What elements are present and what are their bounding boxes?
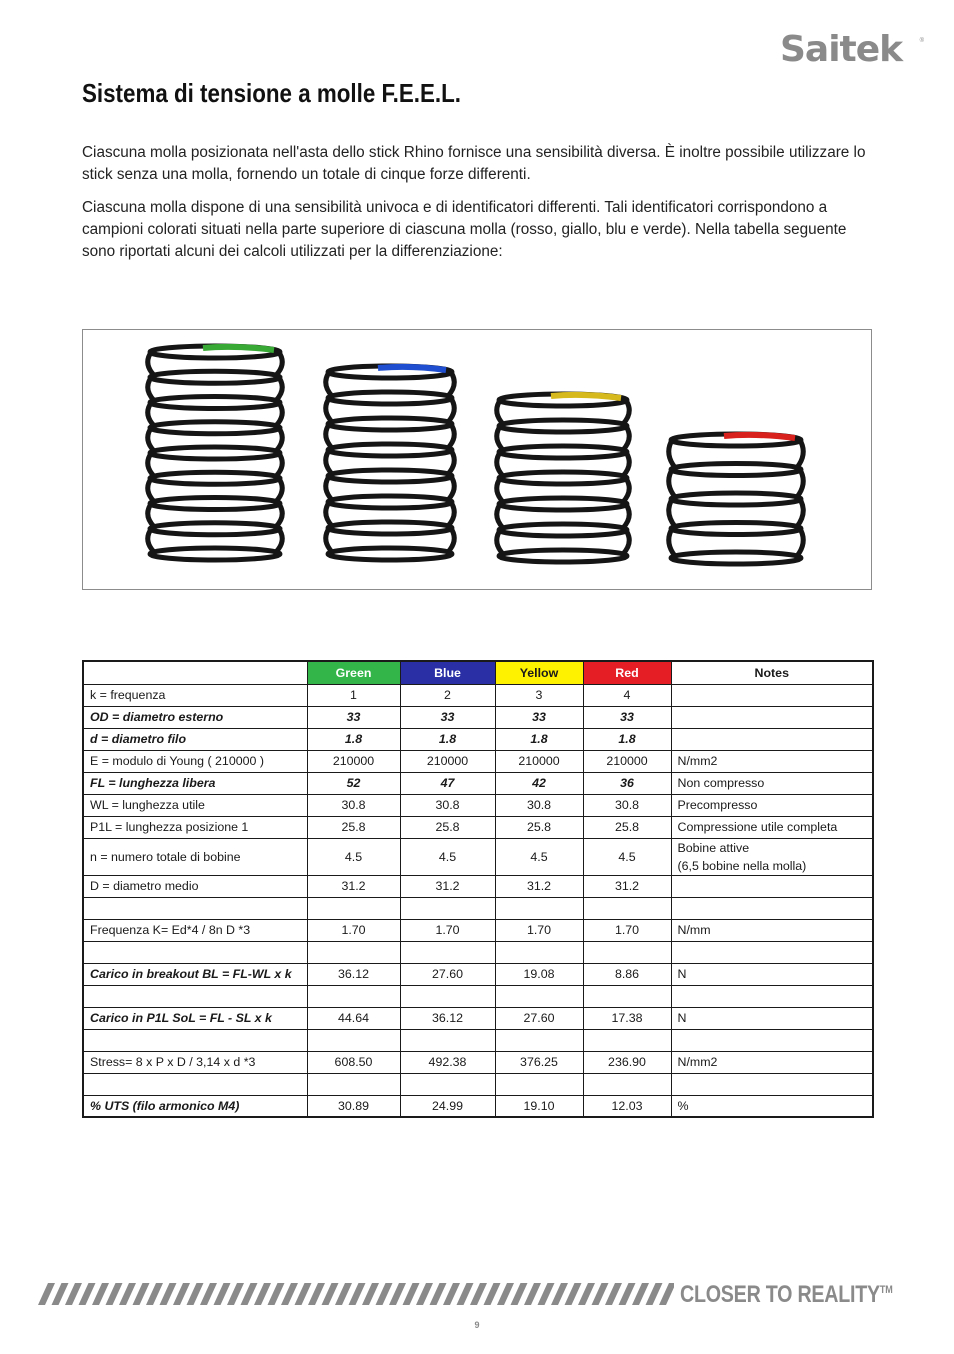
value-cell-blue: 24.99	[400, 1095, 495, 1117]
note-cell	[671, 1029, 873, 1051]
row-label: E = modulo di Young ( 210000 )	[83, 750, 307, 772]
row-label: FL = lunghezza libera	[83, 772, 307, 794]
color-mark-blue	[378, 367, 446, 370]
value-cell-green	[307, 985, 400, 1007]
value-cell-blue: 492.38	[400, 1051, 495, 1073]
row-label: P1L = lunghezza posizione 1	[83, 816, 307, 838]
row-label: % UTS (filo armonico M4)	[83, 1095, 307, 1117]
value-cell-green: 608.50	[307, 1051, 400, 1073]
value-cell-red: 33	[583, 706, 671, 728]
row-label: n = numero totale di bobine	[83, 838, 307, 875]
value-cell-yellow: 210000	[495, 750, 583, 772]
spring-blue	[326, 366, 455, 560]
note-cell: N/mm2	[671, 750, 873, 772]
note-cell: N/mm	[671, 919, 873, 941]
color-mark-yellow	[551, 395, 621, 398]
table-row	[83, 816, 873, 838]
saitek-logo	[780, 30, 924, 70]
row-label: d = diametro filo	[83, 728, 307, 750]
value-cell-yellow	[495, 1073, 583, 1095]
value-cell-red: 36	[583, 772, 671, 794]
value-cell-yellow: 1.8	[495, 728, 583, 750]
value-cell-yellow: 33	[495, 706, 583, 728]
value-cell-yellow: 30.8	[495, 794, 583, 816]
value-cell-yellow: 31.2	[495, 875, 583, 897]
value-cell-blue: 27.60	[400, 963, 495, 985]
note-cell	[671, 985, 873, 1007]
row-label	[83, 1073, 307, 1095]
value-cell-red	[583, 985, 671, 1007]
page-title: Sistema di tensione a molle F.E.E.L.	[82, 78, 461, 108]
value-cell-yellow	[495, 985, 583, 1007]
table-row	[83, 794, 873, 816]
value-cell-red	[583, 897, 671, 919]
value-cell-yellow: 42	[495, 772, 583, 794]
note-cell: %	[671, 1095, 873, 1117]
registered-mark: ®	[919, 38, 924, 44]
row-label: k = frequenza	[83, 684, 307, 706]
value-cell-green: 210000	[307, 750, 400, 772]
row-label	[83, 897, 307, 919]
value-cell-green: 44.64	[307, 1007, 400, 1029]
value-cell-red	[583, 1029, 671, 1051]
footer-tagline	[680, 1281, 892, 1309]
value-cell-green: 1	[307, 684, 400, 706]
table-row	[83, 750, 873, 772]
value-cell-blue: 33	[400, 706, 495, 728]
table-row	[83, 1007, 873, 1029]
row-label: WL = lunghezza utile	[83, 794, 307, 816]
note-cell	[671, 1073, 873, 1095]
value-cell-red: 31.2	[583, 875, 671, 897]
table-row	[83, 1029, 873, 1051]
column-header-notes: Notes	[671, 661, 873, 684]
brand-name: Saitek	[780, 29, 903, 70]
column-header-red: Red	[583, 661, 671, 684]
value-cell-red: 30.8	[583, 794, 671, 816]
springs-photo	[82, 329, 872, 590]
row-label: D = diametro medio	[83, 875, 307, 897]
trademark-mark: TM	[879, 1284, 893, 1296]
spring-specs-table	[82, 660, 874, 1118]
table-header-row	[83, 661, 873, 684]
note-cell: N	[671, 1007, 873, 1029]
row-label	[83, 1029, 307, 1051]
page-number: 9	[474, 1320, 480, 1330]
value-cell-red	[583, 941, 671, 963]
note-cell	[671, 838, 873, 875]
value-cell-green: 4.5	[307, 838, 400, 875]
value-cell-blue: 1.8	[400, 728, 495, 750]
note-cell: N/mm2	[671, 1051, 873, 1073]
value-cell-blue: 31.2	[400, 875, 495, 897]
description-paragraph: Ciascuna molla dispone di una sensibilità univoca e di identificatori differenti. Tali identificatori corrispondono a campioni colorati situati nella parte superiore di ciascuna molla (rosso, giallo, blu e verde). Nella tabella seguente sono riportati alcuni dei calcoli utilizzati per la differenziazione:	[82, 199, 847, 260]
table-row	[83, 919, 873, 941]
value-cell-green: 52	[307, 772, 400, 794]
value-cell-blue: 36.12	[400, 1007, 495, 1029]
table-row	[83, 875, 873, 897]
value-cell-green: 36.12	[307, 963, 400, 985]
value-cell-red: 1.70	[583, 919, 671, 941]
value-cell-yellow: 376.25	[495, 1051, 583, 1073]
row-label: OD = diametro esterno	[83, 706, 307, 728]
table-corner-cell	[83, 661, 307, 684]
row-label: Carico in P1L SoL = FL - SL x k	[83, 1007, 307, 1029]
table-row	[83, 838, 873, 875]
value-cell-blue	[400, 941, 495, 963]
value-cell-yellow: 27.60	[495, 1007, 583, 1029]
value-cell-red: 4.5	[583, 838, 671, 875]
value-cell-blue	[400, 1029, 495, 1051]
table-row	[83, 1051, 873, 1073]
note-cell: Compressione utile completa	[671, 816, 873, 838]
value-cell-yellow	[495, 941, 583, 963]
note-cell	[671, 706, 873, 728]
value-cell-blue: 47	[400, 772, 495, 794]
note-cell: Precompresso	[671, 794, 873, 816]
table-row	[83, 684, 873, 706]
value-cell-green: 31.2	[307, 875, 400, 897]
column-header-yellow: Yellow	[495, 661, 583, 684]
value-cell-yellow: 19.10	[495, 1095, 583, 1117]
note-cell	[671, 728, 873, 750]
spring-green	[148, 346, 283, 560]
value-cell-red: 236.90	[583, 1051, 671, 1073]
value-cell-red	[583, 1073, 671, 1095]
value-cell-red: 1.8	[583, 728, 671, 750]
note-cell	[671, 875, 873, 897]
footer-stripes	[38, 1283, 674, 1305]
value-cell-blue: 30.8	[400, 794, 495, 816]
value-cell-blue: 25.8	[400, 816, 495, 838]
value-cell-blue: 4.5	[400, 838, 495, 875]
value-cell-yellow	[495, 897, 583, 919]
row-label: Carico in breakout BL = FL-WL x k	[83, 963, 307, 985]
table-row	[83, 941, 873, 963]
value-cell-red: 4	[583, 684, 671, 706]
tagline-text: CLOSER TO REALITY	[680, 1281, 880, 1308]
value-cell-green	[307, 941, 400, 963]
value-cell-blue: 2	[400, 684, 495, 706]
color-mark-red	[724, 435, 795, 438]
value-cell-blue	[400, 1073, 495, 1095]
value-cell-blue: 210000	[400, 750, 495, 772]
table-row	[83, 772, 873, 794]
intro-paragraph: Ciascuna molla posizionata nell'asta dello stick Rhino fornisce una sensibilità diversa. È inoltre possibile utilizzare lo stick senza una molla, fornendo un totale di cinque forze differenti.	[82, 144, 866, 183]
table-row	[83, 985, 873, 1007]
value-cell-yellow: 1.70	[495, 919, 583, 941]
note-cell	[671, 684, 873, 706]
value-cell-green: 1.8	[307, 728, 400, 750]
row-label: Frequenza K= Ed*4 / 8n D *3	[83, 919, 307, 941]
note-line-1: Bobine attive	[677, 840, 750, 855]
color-mark-green	[203, 347, 274, 350]
value-cell-blue	[400, 985, 495, 1007]
note-line-2: (6,5 bobine nella molla)	[677, 858, 807, 873]
table-row	[83, 1095, 873, 1117]
value-cell-red: 25.8	[583, 816, 671, 838]
value-cell-green: 25.8	[307, 816, 400, 838]
note-cell	[671, 941, 873, 963]
column-header-blue: Blue	[400, 661, 495, 684]
spring-red	[669, 434, 804, 564]
value-cell-green	[307, 897, 400, 919]
value-cell-green: 30.89	[307, 1095, 400, 1117]
note-cell: N	[671, 963, 873, 985]
value-cell-green: 33	[307, 706, 400, 728]
spring-yellow	[497, 394, 630, 562]
value-cell-green	[307, 1073, 400, 1095]
table-row	[83, 963, 873, 985]
value-cell-red: 12.03	[583, 1095, 671, 1117]
value-cell-red: 210000	[583, 750, 671, 772]
value-cell-red: 17.38	[583, 1007, 671, 1029]
row-label	[83, 985, 307, 1007]
value-cell-blue: 1.70	[400, 919, 495, 941]
value-cell-yellow: 3	[495, 684, 583, 706]
springs-illustration	[83, 330, 871, 589]
table-row	[83, 1073, 873, 1095]
note-cell: Non compresso	[671, 772, 873, 794]
value-cell-yellow	[495, 1029, 583, 1051]
table-row	[83, 728, 873, 750]
value-cell-green: 30.8	[307, 794, 400, 816]
row-label	[83, 941, 307, 963]
column-header-green: Green	[307, 661, 400, 684]
value-cell-blue	[400, 897, 495, 919]
note-cell	[671, 897, 873, 919]
value-cell-green	[307, 1029, 400, 1051]
value-cell-red: 8.86	[583, 963, 671, 985]
value-cell-yellow: 4.5	[495, 838, 583, 875]
value-cell-yellow: 19.08	[495, 963, 583, 985]
table-row	[83, 897, 873, 919]
value-cell-green: 1.70	[307, 919, 400, 941]
row-label: Stress= 8 x P x D / 3,14 x d *3	[83, 1051, 307, 1073]
value-cell-yellow: 25.8	[495, 816, 583, 838]
table-row	[83, 706, 873, 728]
